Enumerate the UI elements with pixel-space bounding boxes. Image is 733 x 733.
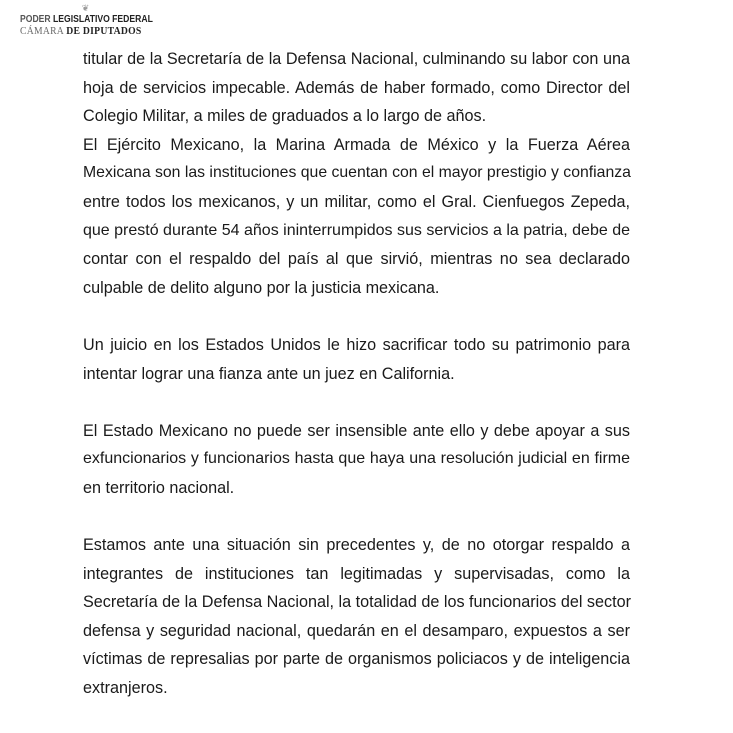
text-line: intentar lograr una fianza ante un juez en California. [83, 364, 455, 383]
document-body [83, 45, 630, 703]
text-line: titular de la Secretaría de la Defensa Nacional, culminando su labor con una [83, 50, 630, 68]
letterhead-de-diputados: DE DIPUTADOS [66, 26, 142, 37]
coat-of-arms-icon: ❦ [81, 3, 91, 13]
text-line: en territorio nacional. [83, 478, 235, 497]
letterhead-poder: PODER [20, 13, 54, 25]
paragraph-4 [83, 417, 630, 503]
text-line: Un juicio en los Estados Unidos le hizo sacrificar todo su patrimonio para [83, 335, 630, 354]
paragraph-1 [83, 45, 630, 131]
paragraph-gap [83, 503, 630, 532]
text-line: defensa y seguridad nacional, quedarán en el desamparo, expuestos a ser [83, 621, 630, 640]
paragraph-gap [83, 388, 630, 417]
text-line: Secretaría de la Defensa Nacional, la totalidad de los funcionarios del sector [83, 593, 631, 612]
text-line: exfuncionarios y funcionarios hasta que haya una resolución judicial en firme [83, 450, 630, 468]
text-line: que prestó durante 54 años ininterrumpidos sus servicios a la patria, debe de [83, 221, 630, 239]
text-line: culpable de delito alguno por la justicia mexicana. [83, 278, 440, 297]
letterhead-line-2 [20, 26, 142, 37]
text-line: Estamos ante una situación sin precedentes y, de no otorgar respaldo a [83, 536, 630, 555]
text-line: El Estado Mexicano no puede ser insensible ante ello y debe apoyar a sus [83, 421, 630, 440]
paragraph-5 [83, 531, 630, 703]
text-line: extranjeros. [83, 679, 168, 698]
paragraph-2 [83, 131, 630, 303]
text-line: víctimas de represalias por parte de organismos policiacos y de inteligencia [83, 650, 630, 669]
letterhead-line-1 [20, 13, 153, 25]
text-line: integrantes de instituciones tan legitimadas y supervisadas, como la [83, 564, 630, 583]
text-line: Colegio Militar, a miles de graduados a lo largo de años. [83, 107, 487, 126]
text-line: Mexicana son las instituciones que cuentan con el mayor prestigio y confianza [83, 164, 631, 182]
text-line: contar con el respaldo del país al que sirvió, mientras no sea declarado [83, 250, 630, 269]
paragraph-3 [83, 331, 630, 388]
text-line: El Ejército Mexicano, la Marina Armada de México y la Fuerza Aérea [83, 135, 630, 154]
text-line: hoja de servicios impecable. Además de haber formado, como Director del [83, 78, 630, 97]
paragraph-gap [83, 302, 630, 331]
letterhead-legislativo-federal: LEGISLATIVO FEDERAL [53, 13, 153, 25]
text-line: entre todos los mexicanos, y un militar, como el Gral. Cienfuegos Zepeda, [83, 192, 630, 211]
letterhead-camara: CÁMARA [20, 26, 67, 37]
